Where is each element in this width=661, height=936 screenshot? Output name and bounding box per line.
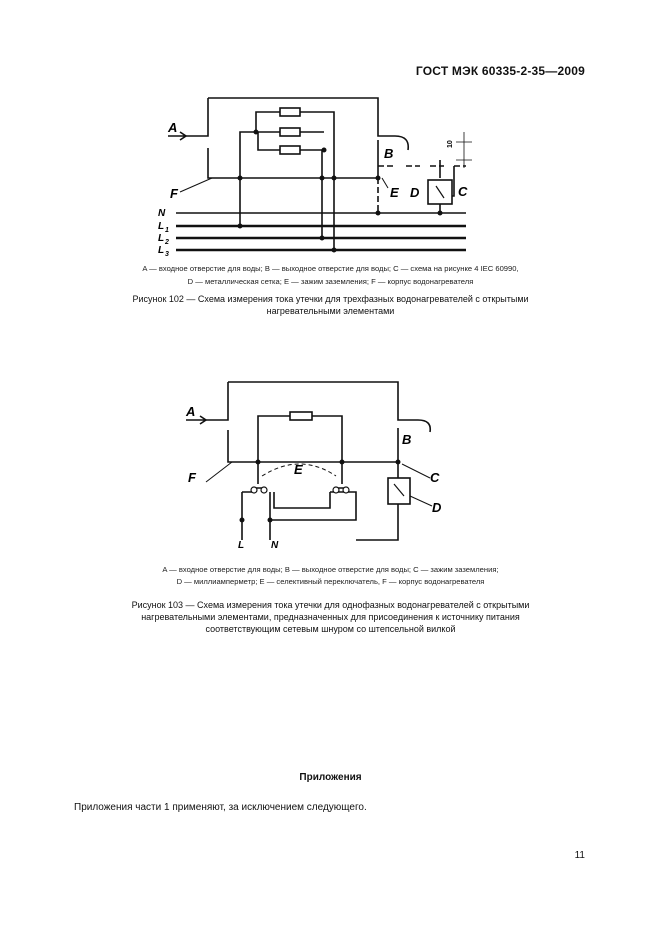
appendix-body: Приложения части 1 применяют, за исключением следующего. xyxy=(74,802,367,813)
figure-102-legend-line-1: A — входное отверстие для воды; B — выходное отверстие для воды; C — схема на рисунке 4 IEC 60990, xyxy=(142,264,519,273)
resistor-3 xyxy=(280,146,300,154)
resistor xyxy=(290,412,312,420)
label-D: D xyxy=(432,500,442,515)
label-A: A xyxy=(168,120,178,135)
label-C: C xyxy=(458,184,468,199)
label-L3-sub: 3 xyxy=(165,251,169,258)
label-A: A xyxy=(186,404,196,419)
leader-C xyxy=(402,464,430,478)
label-C: C xyxy=(430,470,440,485)
leader-D xyxy=(410,496,432,506)
element-wiring xyxy=(258,416,342,462)
label-B: B xyxy=(402,432,412,447)
figure-103-legend-line-1: A — входное отверстие для воды; B — выходное отверстие для воды; C — зажим заземления; xyxy=(162,565,499,574)
figure-102-caption-line-1: Рисунок 102 — Схема измерения тока утечки для трехфазных водонагревателей с открытыми xyxy=(132,294,529,304)
document-header: ГОСТ МЭК 60335-2-35—2009 xyxy=(415,64,585,78)
label-B: B xyxy=(384,146,394,161)
label-L1-sub: 1 xyxy=(165,227,169,234)
milliammeter-D xyxy=(388,478,410,504)
figure-103-caption-line-2: нагревательными элементами, предназначенных для присоединения к источнику питания xyxy=(141,612,520,622)
figure-103-legend-line-2: D — миллиамперметр; E — селективный переключатель, F — корпус водонагревателя xyxy=(176,577,485,586)
figure-103-caption-line-3: соответствующим сетевым шнуром со штепсельной вилкой xyxy=(205,624,456,634)
label-L: L xyxy=(238,540,245,551)
label-F: F xyxy=(170,186,178,201)
page-number: 11 xyxy=(574,850,585,861)
label-E: E xyxy=(294,462,303,477)
label-L3: L xyxy=(158,245,165,256)
figure-103-diagram xyxy=(0,370,661,560)
figure-102-legend-line-2: D — металлическая сетка; E — зажим заземления; F — корпус водонагревателя xyxy=(187,277,474,286)
leader-F xyxy=(180,178,212,192)
label-L1: L xyxy=(158,221,165,232)
resistor-2 xyxy=(280,128,300,136)
resistor-1 xyxy=(280,108,300,116)
label-D: D xyxy=(410,185,420,200)
dimension-10 xyxy=(456,132,472,168)
label-F: F xyxy=(188,470,196,485)
leader-E xyxy=(382,178,388,188)
label-N: N xyxy=(271,540,279,551)
label-L2: L xyxy=(158,233,165,244)
figure-102-caption-line-2: нагревательными элементами xyxy=(266,306,395,316)
appendix-title: Приложения xyxy=(299,772,362,783)
label-N: N xyxy=(158,208,166,219)
heater-body-outline xyxy=(206,382,430,462)
figure-103-caption-line-1: Рисунок 103 — Схема измерения тока утечки для однофазных водонагревателей с открытыми xyxy=(131,600,530,610)
leader-F xyxy=(206,462,232,482)
label-dimension-10: 10 xyxy=(447,140,454,148)
label-L2-sub: 2 xyxy=(165,239,169,246)
figure-102-diagram xyxy=(0,0,661,260)
label-E: E xyxy=(390,185,399,200)
